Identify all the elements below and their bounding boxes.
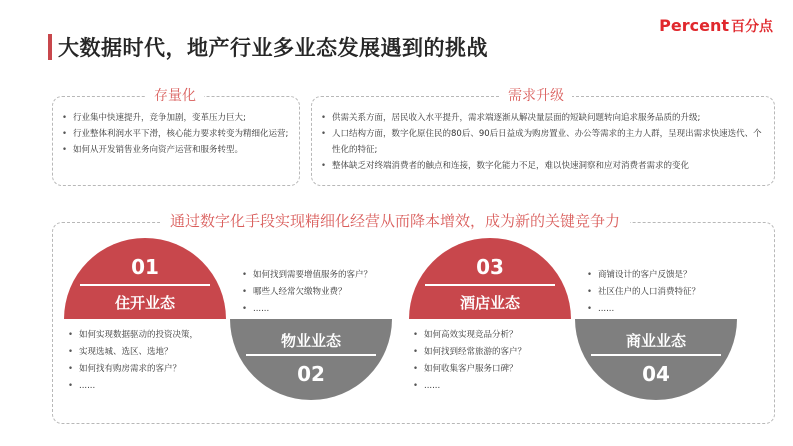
segment-02-number: 02: [297, 362, 325, 386]
segment-02-item: • 如何找到需要增值服务的客户？: [242, 267, 372, 284]
segment-03-item: • 如何收集客户服务口碑？: [413, 361, 526, 378]
slide-title: 大数据时代，地产行业多业态发展遇到的挑战: [58, 36, 488, 60]
demand-item: • 人口结构方面，数字化原住民的80后、90后日益成为购房置业、办公等需求的主力人群，呈现出需求快速迭代、个性化的特征;: [321, 126, 765, 158]
segment-04-item: • ......: [587, 301, 700, 318]
segment-03-list: [413, 327, 526, 395]
strategy-title: 通过数字化手段实现精细化经营从而降本增效，成为新的关键竞争力: [160, 212, 630, 230]
segment-04-label: 商业业态: [625, 332, 686, 350]
segment-04-item: • 商铺设计的客户反馈是？: [587, 267, 700, 284]
segment-03-number: 03: [476, 255, 504, 279]
demand-item: • 整体缺乏对终端消费者的触点和连接，数字化能力不足，难以快速洞察和应对消费者需求的变化: [321, 158, 765, 174]
segment-01-number: 01: [131, 255, 159, 279]
segment-04-list: [587, 267, 700, 318]
segment-03-label: 酒店业态: [459, 294, 520, 312]
segment-01-item: • 如何找有购房需求的客户？: [68, 361, 198, 378]
logo-text-cn: 百分点: [731, 19, 773, 35]
segment-03-item: • 如何高效实现竞品分析？: [413, 327, 526, 344]
segment-01-item: • 如何实现数据驱动的投资决策，: [68, 327, 198, 344]
demand-title: 需求升级: [500, 88, 572, 104]
segment-02-label: 物业业态: [280, 332, 341, 350]
segment-03-item: • 如何找到经常旅游的客户？: [413, 344, 526, 361]
segment-01-item: • 实现选城、选区、选地？: [68, 344, 198, 361]
demand-item: • 供需关系方面，居民收入水平提升，需求端逐渐从解决量层面的短缺问题转向追求服务品质的升级;: [321, 110, 765, 126]
stock-title: 存量化: [146, 88, 204, 104]
stock-item: • 如何从开发销售业务向资产运营和服务转型。: [62, 142, 294, 158]
segment-02-list: [242, 267, 372, 318]
segment-01-label: 住开业态: [114, 294, 175, 312]
logo-text-en: Percent: [659, 16, 729, 35]
segment-02-item: • ......: [242, 301, 372, 318]
stock-item: • 行业整体利润水平下滑，核心能力要求转变为精细化运营;: [62, 126, 294, 142]
segment-02-item: • 哪些人经常欠缴物业费？: [242, 284, 372, 301]
stock-item: • 行业集中快速提升，竞争加剧，变革压力巨大;: [62, 110, 294, 126]
segment-01-list: [68, 327, 198, 395]
segment-04-item: • 社区住户的人口消费特征？: [587, 284, 700, 301]
segment-04-number: 04: [642, 362, 670, 386]
segment-03-item: • ......: [413, 378, 526, 395]
segment-01-item: • ......: [68, 378, 198, 395]
